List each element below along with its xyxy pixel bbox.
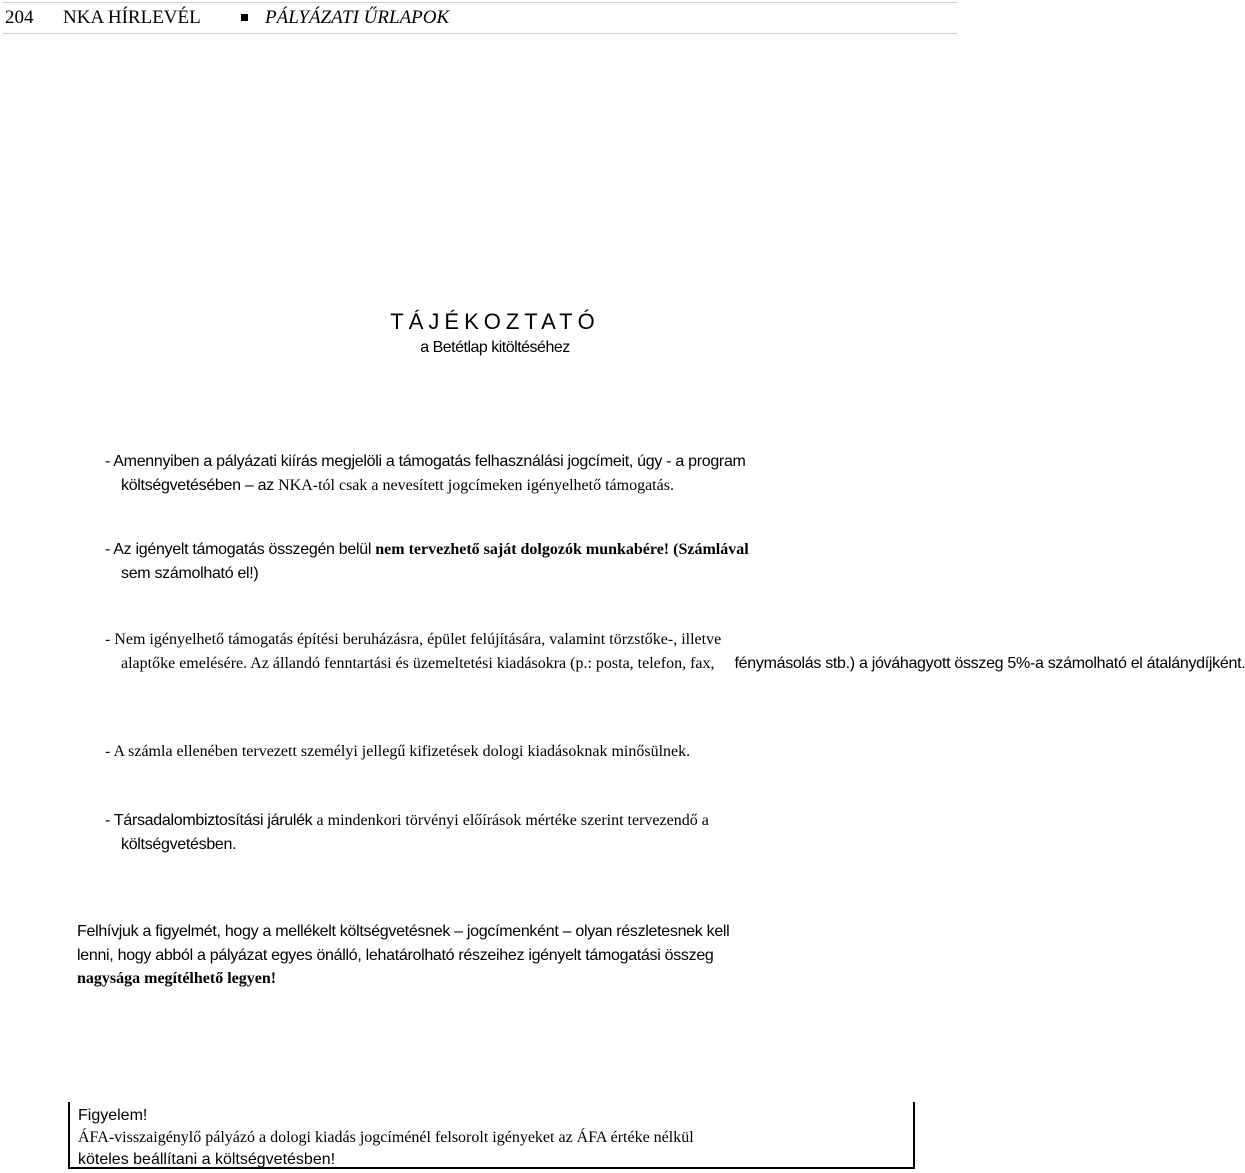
info-item-2-line-2: sem számolható el!) — [121, 564, 259, 582]
notice-line-2: ÁFA-visszaigénylő pályázó a dologi kiadás jogcíménél felsorolt igényeket az ÁFA értéke nélkül — [78, 1129, 694, 1146]
info-item-2 — [105, 538, 749, 585]
info-item-5-line-2: költségvetésben. — [121, 835, 237, 853]
square-bullet-icon — [241, 14, 248, 21]
info-item-1 — [105, 450, 746, 497]
info-item-1-line-2: költségvetésében – az NKA-tól csak a nevesített jogcímeken igényelhető támogatás. — [121, 476, 674, 494]
info-item-5-line-1: - Társadalombiztosítási járulék a mindenkori törvényi előírások mértéke szerint tervezendő a — [105, 812, 709, 829]
closing-emphasis: nagysága megítélhető legyen! — [77, 970, 277, 987]
notice-box — [68, 1102, 915, 1169]
notice-heading: Figyelem! — [78, 1107, 148, 1124]
page-number: 204 — [5, 7, 34, 28]
info-item-2-line-1: - Az igényelt támogatás összegén belül nem tervezhető saját dolgozók munkabére! (Számlával — [105, 541, 749, 558]
document-title: TÁJÉKOZTATÓ — [390, 309, 600, 334]
info-item-1-emphasis: NKA-tól csak a nevesített jogcímeken igényelhető támogatás. — [278, 476, 674, 494]
publication-title: NKA HÍRLEVÉL — [63, 7, 201, 28]
info-item-5 — [105, 809, 709, 856]
document-subtitle: a Betétlap kitöltéséhez — [420, 339, 570, 356]
closing-paragraph — [77, 920, 729, 991]
info-item-2-emphasis: nem tervezhető saját dolgozók munkabére! (Számlával — [375, 541, 749, 558]
info-item-3-line-1: - Nem igényelhető támogatás építési beruházásra, épület felújítására, valamint törzstőke-, illetve — [105, 631, 722, 648]
notice-line-3: köteles beállítani a költségvetésben! — [78, 1151, 336, 1168]
info-item-4 — [105, 740, 690, 764]
info-item-4-line-1: - A számla ellenében tervezett személyi jellegű kifizetések dologi kiadásoknak minősülnek. — [105, 743, 691, 760]
info-item-3 — [105, 628, 1245, 675]
closing-line-2: lenni, hogy abból a pályázat egyes önálló, lehatárolható részeihez igényelt támogatási összeg — [77, 946, 714, 964]
page-header — [3, 2, 957, 34]
info-item-3-line-2: alaptőke emelésére. Az állandó fenntartási és üzemeltetési kiadásokra (p.: posta, telefon, fax, — [121, 654, 715, 672]
info-item-3-line-3: fénymásolás stb.) a jóváhagyott összeg 5%-a számolható el átalánydíjként. — [734, 654, 1245, 672]
info-item-1-line-1: - Amennyiben a pályázati kiírás megjelöli a támogatás felhasználási jogcímeit, úgy - a program — [105, 453, 746, 470]
info-item-5-emphasis: a mindenkori törvényi előírások mértéke szerint tervezendő a — [316, 812, 709, 829]
closing-line-1: Felhívjuk a figyelmét, hogy a mellékelt költségvetésnek – jogcímenként – olyan részletesnek kell — [77, 923, 730, 940]
section-title: PÁLYÁZATI ŰRLAPOK — [265, 7, 450, 28]
